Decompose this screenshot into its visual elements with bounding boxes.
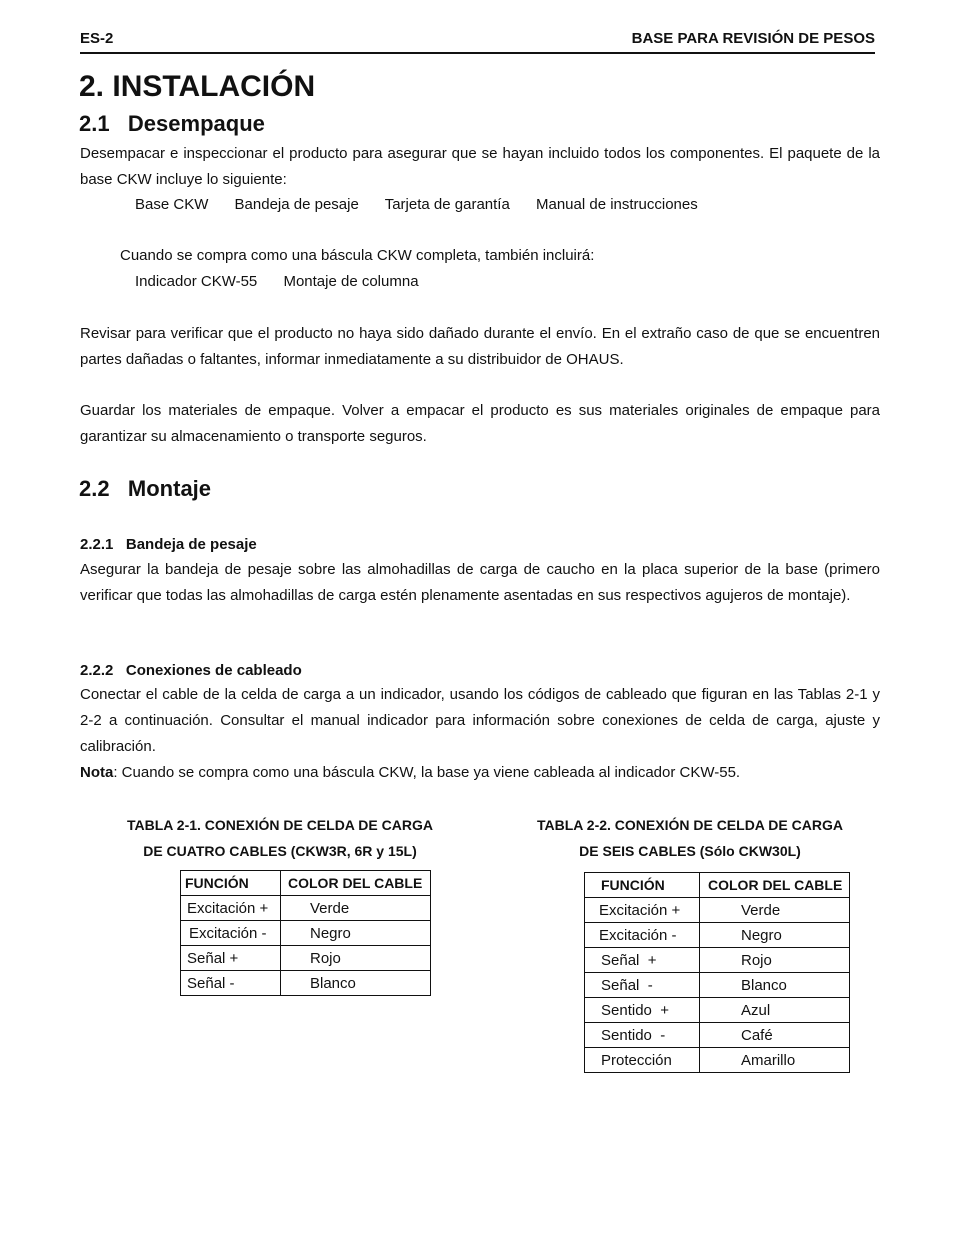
- table-cell: Negro: [700, 923, 850, 948]
- table-row: [585, 973, 850, 998]
- subsection-title-montaje: 2.2 Montaje: [79, 476, 212, 501]
- table-cell: Amarillo: [700, 1048, 850, 1073]
- subsection-title-desempaque: 2.1 Desempaque: [79, 111, 265, 136]
- table-cell: Excitación -: [585, 923, 700, 948]
- table-row: [181, 921, 431, 946]
- table-row: [585, 1023, 850, 1048]
- running-header-title: BASE PARA REVISIÓN DE PESOS: [631, 30, 875, 47]
- table-row: [585, 948, 850, 973]
- table-cell: Sentido +: [585, 998, 700, 1023]
- page-number: ES-2: [80, 30, 114, 47]
- table-cell: Señal -: [585, 973, 700, 998]
- header-rule: [80, 52, 875, 54]
- column-header: FUNCIÓN: [585, 873, 700, 898]
- table-cell: Verde: [281, 896, 431, 921]
- table-cell: Sentido -: [585, 1023, 700, 1048]
- table-row: [181, 971, 431, 996]
- table-header-row: [181, 871, 431, 896]
- table-cell: Blanco: [281, 971, 431, 996]
- note-text: : Cuando se compra como una báscula CKW, la base ya viene cableada al indicador CKW-55.: [113, 764, 741, 781]
- paragraph-pan: Asegurar la bandeja de pesaje sobre las almohadillas de carga de caucho en la placa superior de la base (primero verificar que todas las almohadillas de carga estén plenamente asentadas en sus respectivos agujeros de montaje).: [80, 561, 880, 604]
- list-item: Bandeja de pesaje: [234, 196, 359, 213]
- package-contents-list: [135, 196, 720, 213]
- paragraph-unpack: Desempacar e inspeccionar el producto para asegurar que se hayan incluido todos los componentes. El paquete de la base CKW incluye lo siguiente:: [80, 145, 880, 188]
- table-cell: Señal +: [181, 946, 281, 971]
- table-row: [181, 946, 431, 971]
- table-cell: Verde: [700, 898, 850, 923]
- table1-caption-line1: TABLA 2-1. CONEXIÓN DE CELDA DE CARGA: [127, 817, 433, 833]
- table-row: [585, 898, 850, 923]
- table-cell: Café: [700, 1023, 850, 1048]
- list-item: Tarjeta de garantía: [384, 196, 510, 213]
- list-item: Manual de instrucciones: [535, 196, 698, 213]
- table2-caption-line2: DE SEIS CABLES (Sólo CKW30L): [579, 843, 801, 859]
- table1: [180, 870, 431, 996]
- paragraph-inspect: Revisar para verificar que el producto no haya sido dañado durante el envío. En el extraño caso de que se encuentren partes dañadas o faltantes, informar inmediatamente a su distribuidor de OHAUS.: [80, 325, 880, 368]
- table-cell: Señal +: [585, 948, 700, 973]
- column-header: FUNCIÓN: [181, 871, 281, 896]
- table-header-row: [585, 873, 850, 898]
- column-header: COLOR DEL CABLE: [700, 873, 850, 898]
- subsubsection-title-cableado: 2.2.2 Conexiones de cableado: [80, 662, 302, 679]
- table2: [584, 872, 850, 1073]
- table-cell: Rojo: [281, 946, 431, 971]
- table-cell: Azul: [700, 998, 850, 1023]
- paragraph-store: Guardar los materiales de empaque. Volver a empacar el producto es sus materiales originales de empaque para garantizar su almacenamiento o transporte seguros.: [80, 402, 880, 445]
- subsubsection-title-bandeja: 2.2.1 Bandeja de pesaje: [80, 536, 257, 553]
- table-cell: Excitación +: [181, 896, 281, 921]
- paragraph-wiring: Conectar el cable de la celda de carga a un indicador, usando los códigos de cableado que figuran en las Tablas 2-1 y 2-2 a continuación. Consultar el manual indicador para información sobre conexiones de celda de carga, ajuste y calibración.: [80, 686, 880, 755]
- table-cell: Rojo: [700, 948, 850, 973]
- list-item: Indicador CKW-55: [135, 273, 258, 290]
- paragraph-complete-scale: Cuando se compra como una báscula CKW completa, también incluirá:: [120, 247, 595, 264]
- note-label: Nota: [80, 764, 114, 781]
- table1-caption: [100, 812, 460, 864]
- table-cell: Negro: [281, 921, 431, 946]
- table-cell: Señal -: [181, 971, 281, 996]
- table-row: [585, 923, 850, 948]
- table-cell: Excitación -: [181, 921, 281, 946]
- complete-scale-list: [135, 273, 441, 290]
- section-title: 2. INSTALACIÓN: [79, 70, 316, 103]
- list-item: Montaje de columna: [283, 273, 419, 290]
- table2-caption-line1: TABLA 2-2. CONEXIÓN DE CELDA DE CARGA: [537, 817, 843, 833]
- table-row: [585, 998, 850, 1023]
- list-item: Base CKW: [135, 196, 209, 213]
- table2-caption: [510, 812, 870, 864]
- column-header: COLOR DEL CABLE: [281, 871, 431, 896]
- table-row: [181, 896, 431, 921]
- table-row: [585, 1048, 850, 1073]
- table-cell: Protección: [585, 1048, 700, 1073]
- table-cell: Excitación +: [585, 898, 700, 923]
- table1-caption-line2: DE CUATRO CABLES (CKW3R, 6R y 15L): [143, 843, 417, 859]
- table-cell: Blanco: [700, 973, 850, 998]
- note: [80, 764, 740, 781]
